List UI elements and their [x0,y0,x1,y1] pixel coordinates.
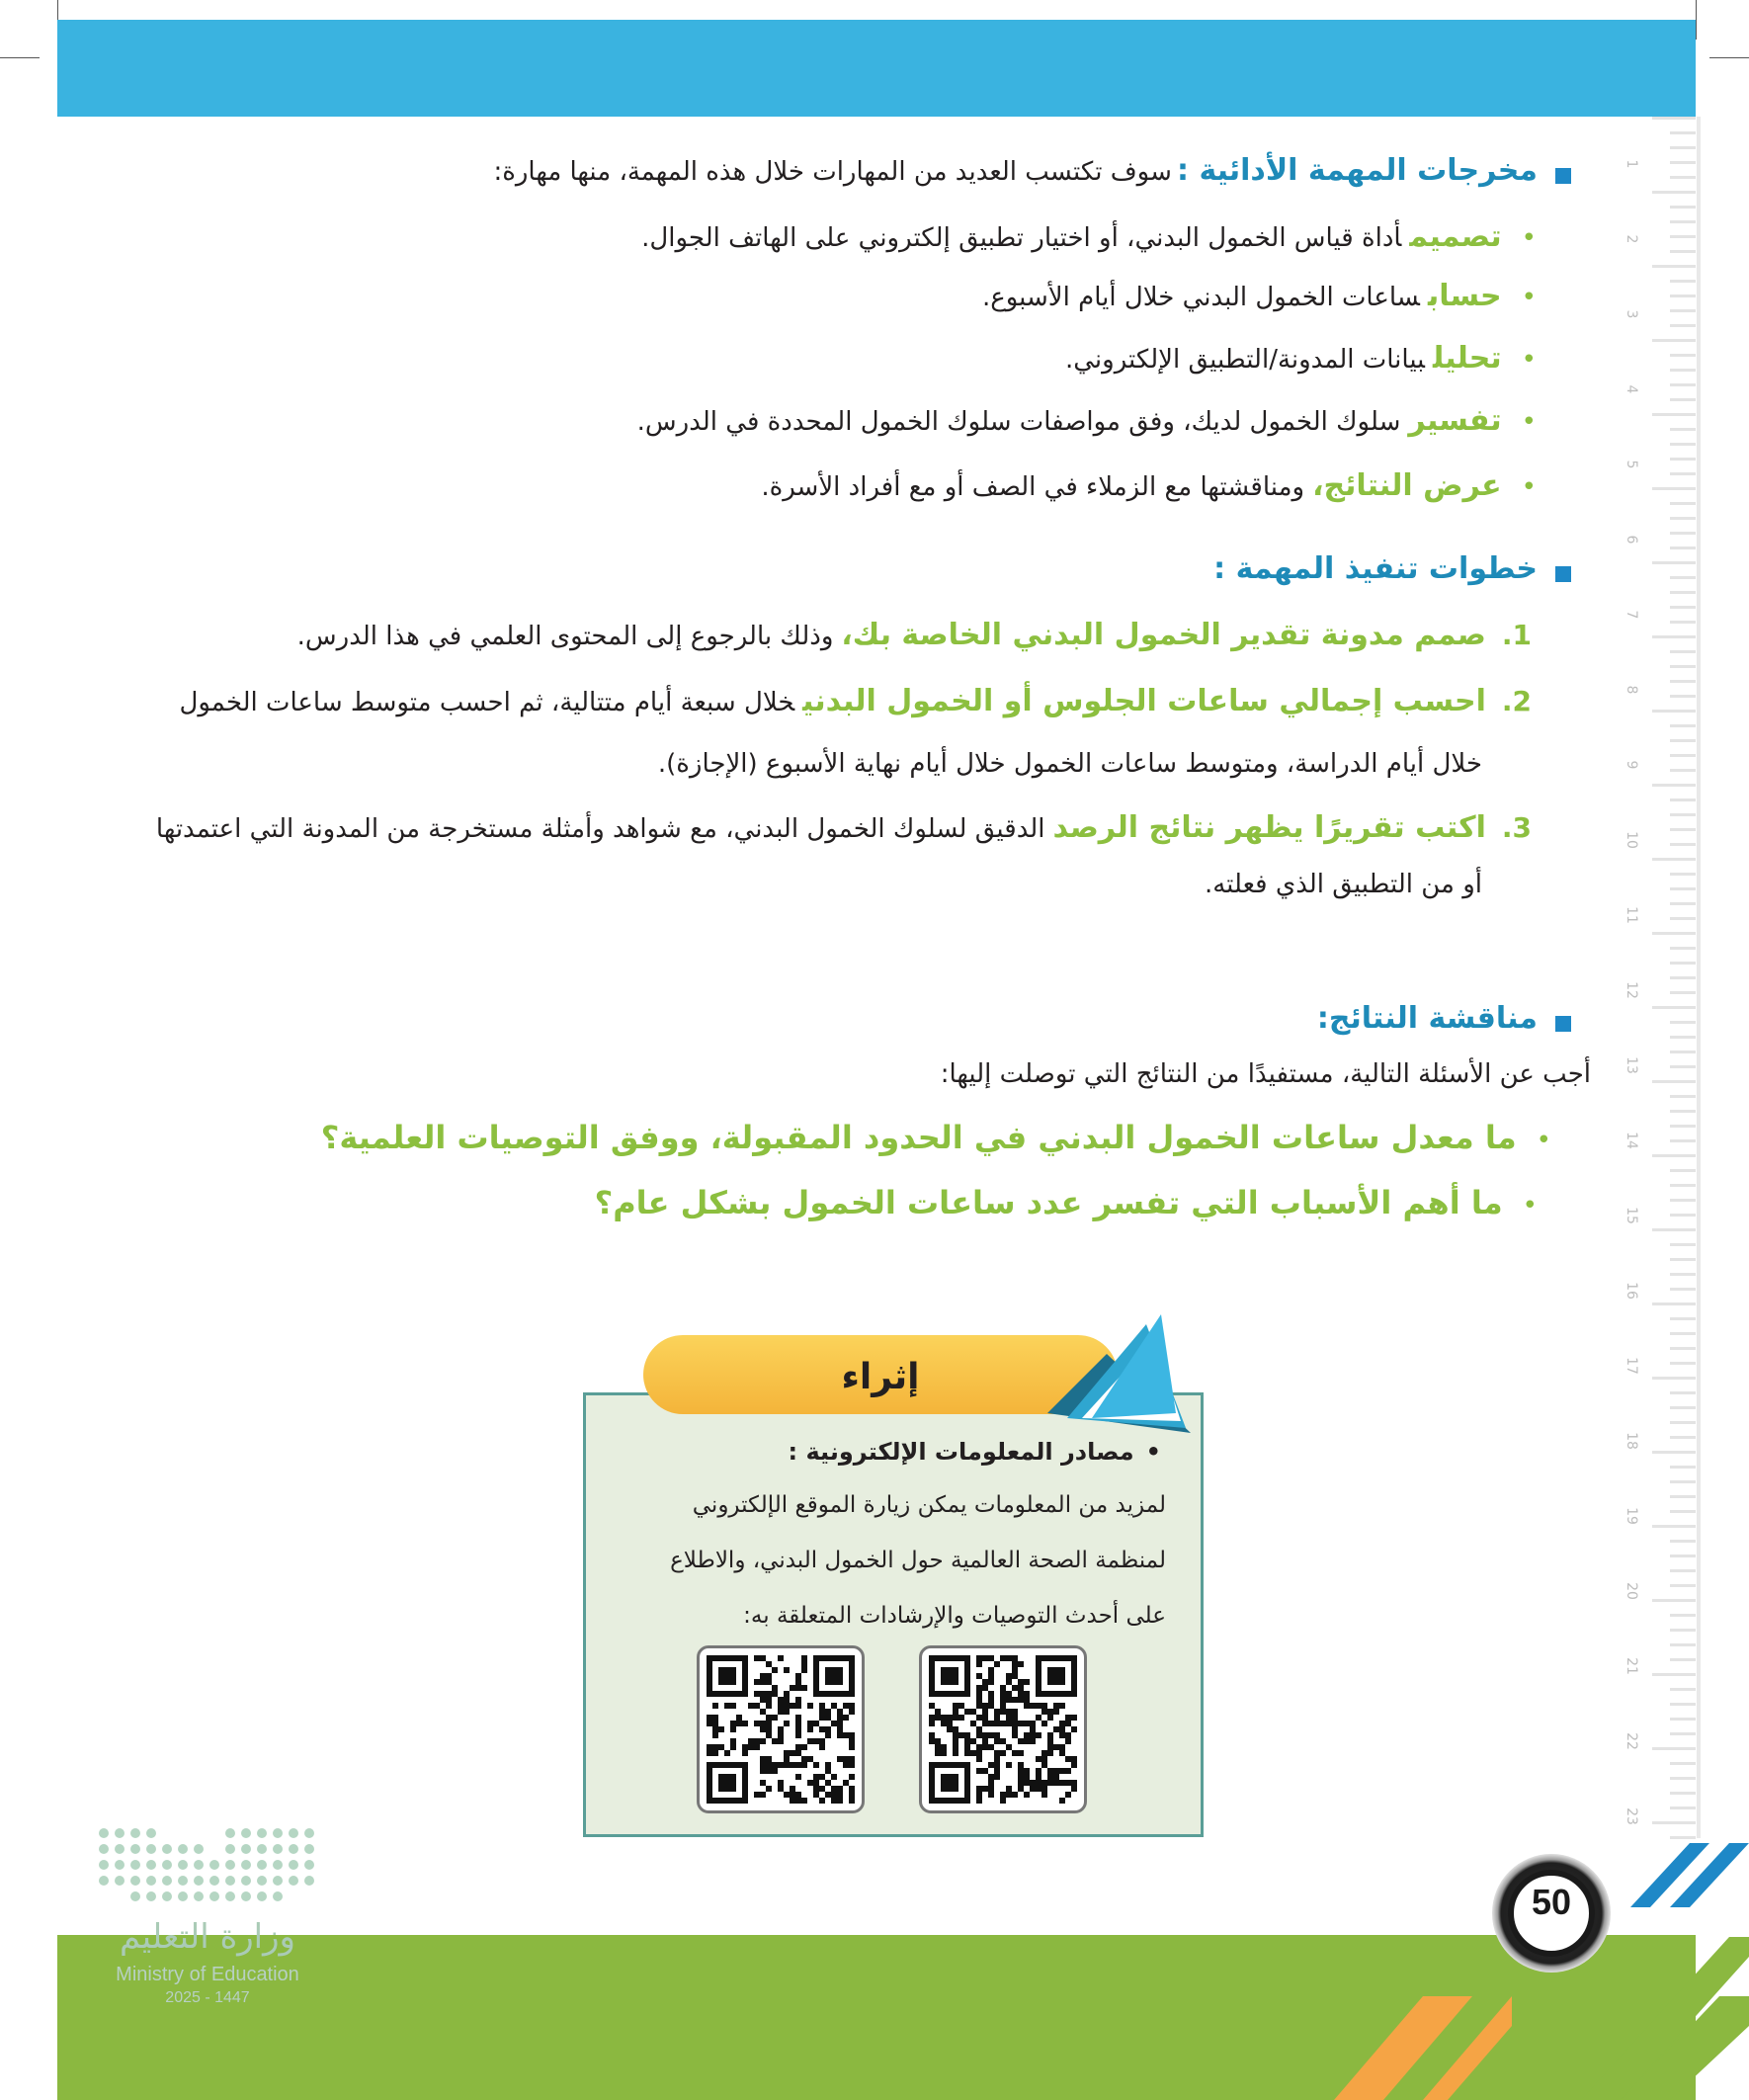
ruler-tick [1670,1243,1696,1246]
bullet-icon: • [1521,407,1537,437]
logo-english: Ministry of Education [116,1964,299,1985]
ruler-tick [1652,1673,1696,1676]
ruler-tick [1670,546,1696,549]
ruler-number: 8 [1624,685,1639,695]
ruler-tick [1670,917,1696,920]
ruler-tick [1652,932,1696,935]
ruler-number: 17 [1624,1357,1639,1375]
ruler-tick [1670,843,1696,846]
ruler-tick [1652,710,1696,713]
step-key: احسب إجمالي ساعات الجلوس أو الخمول البدني [802,684,1486,718]
enrichment-line: لمزيد من المعلومات يمكن زيارة الموقع الإلكتروني [692,1492,1166,1518]
discussion-intro: أجب عن الأسئلة التالية، مستفيدًا من النتائج التي توصلت إليها: [940,1059,1591,1089]
ruler-tick [1670,250,1696,253]
ruler-tick [1670,146,1696,149]
bullet-icon: • [1522,1191,1538,1220]
ruler-number: 23 [1624,1807,1639,1825]
ruler-tick [1670,576,1696,579]
enrichment-title: إثراء [841,1357,920,1397]
enrichment-line: لمنظمة الصحة العالمية حول الخمول البدني، والاطلاع [670,1548,1166,1573]
ruler-tick [1670,1777,1696,1780]
step-item [156,810,1532,845]
ruler-tick [1670,1762,1696,1765]
step-text: الدقيق لسلوك الخمول البدني، مع شواهد وأمثلة مستخرجة من المدونة التي اعتمدتها [155,814,1045,844]
ruler-tick [1670,1214,1696,1217]
ruler-tick [1670,1540,1696,1543]
ruler-tick [1670,1332,1696,1335]
step-text: وذلك بالرجوع إلى المحتوى العلمي في هذا الدرس. [296,622,834,651]
ruler-tick [1670,665,1696,668]
bullet-icon: • [1521,223,1537,253]
step-key: اكتب تقريرًا يظهر نتائج الرصد [1052,810,1486,845]
output-key: عرض النتائج، [1312,468,1502,503]
output-item [761,468,1537,503]
ruler-tick [1670,1258,1696,1261]
ruler-tick [1670,1688,1696,1691]
ruler-tick [1670,161,1696,164]
step-item [179,684,1532,718]
ruler-tick [1670,754,1696,757]
ruler-number: 18 [1624,1432,1639,1450]
ruler-tick [1670,606,1696,609]
step-continuation: خلال أيام الدراسة، ومتوسط ساعات الخمول خلال أيام نهاية الأسبوع (الإجازة). [657,749,1482,779]
ruler-tick [1670,472,1696,475]
ruler-tick [1670,1718,1696,1721]
ruler-tick [1652,191,1696,194]
ruler-tick [1670,280,1696,283]
ruler-tick [1670,739,1696,742]
ruler-number: 1 [1624,159,1639,169]
ruler-number: 10 [1624,831,1639,849]
ruler-tick [1670,1362,1696,1365]
ruler-tick [1670,1169,1696,1172]
ruler-tick [1670,428,1696,431]
ruler-number: 20 [1624,1582,1639,1600]
ruler-tick [1652,1006,1696,1009]
bullet-icon: • [1145,1438,1161,1466]
ruler-tick [1670,1317,1696,1320]
section-square-icon [1555,168,1571,184]
footer-orange-stripes [1314,1937,1512,2100]
ruler-tick [1670,309,1696,312]
header-bar [57,20,1696,117]
output-item [641,219,1537,254]
ruler-tick [1670,532,1696,535]
ruler-number: 13 [1624,1056,1639,1074]
ruler-tick [1670,680,1696,683]
ruler-tick [1670,1273,1696,1276]
bullet-icon: • [1521,345,1537,375]
ruler-tick [1670,1806,1696,1809]
ruler-tick [1652,413,1696,416]
step-item [297,618,1532,652]
ruler-tick [1670,991,1696,994]
ruler-tick [1670,976,1696,979]
ruler-tick [1652,1154,1696,1157]
output-key: حساب [1427,279,1502,313]
bullet-icon: • [1536,1126,1551,1155]
ruler-tick [1670,650,1696,653]
ruler-tick [1670,1095,1696,1098]
ruler-tick [1670,1466,1696,1469]
outputs-heading [493,153,1571,188]
ruler-tick [1652,1228,1696,1231]
ruler-tick [1670,1703,1696,1706]
ruler-number: 3 [1624,309,1639,319]
ruler-tick [1670,443,1696,446]
discussion-heading [1317,1001,1571,1036]
output-text: أداة قياس الخمول البدني، أو اختيار تطبيق إلكتروني على الهاتف الجوال. [641,223,1402,253]
ruler-number: 14 [1624,1132,1639,1149]
output-item [1065,341,1537,376]
ruler-tick [1670,398,1696,401]
logo-year: 2025 - 1447 [165,1989,250,2006]
ruler-tick [1670,873,1696,876]
question-text: ما أهم الأسباب التي تفسر عدد ساعات الخمول بشكل عام؟ [594,1184,1503,1221]
ruler-tick [1670,591,1696,594]
step-number: 1. [1501,619,1532,651]
section-square-icon [1555,566,1571,582]
ruler-tick [1652,784,1696,787]
ruler-tick [1652,858,1696,861]
ruler-tick [1670,962,1696,965]
ruler-tick [1652,265,1696,268]
output-text: ومناقشتها مع الزملاء في الصف أو مع أفراد الأسرة. [761,472,1305,502]
ruler-tick [1670,887,1696,890]
ruler-tick [1670,1732,1696,1735]
ruler-tick [1652,117,1696,120]
ruler-number: 11 [1624,906,1639,924]
question-item [321,1119,1551,1156]
ruler-tick [1652,1525,1696,1528]
ruler-tick [1670,458,1696,461]
bullet-icon: • [1521,283,1537,312]
ruler-tick [1652,339,1696,342]
crop-mark [0,57,40,58]
ruler-tick [1670,1436,1696,1439]
outputs-title: مخرجات المهمة الأدائية : [1177,153,1538,188]
ruler-tick [1670,1347,1696,1350]
ruler-tick [1670,1050,1696,1053]
output-item [982,279,1537,313]
enrichment-subtitle-text: مصادر المعلومات الإلكترونية : [788,1438,1134,1466]
ruler-tick [1670,695,1696,698]
logo-arabic: وزارة التعليم [120,1917,295,1957]
outputs-intro: سوف تكتسب العديد من المهارات خلال هذه المهمة، منها مهارة: [493,157,1172,187]
ruler-number: 5 [1624,460,1639,469]
ruler-number: 22 [1624,1732,1639,1750]
ruler-tick [1670,1391,1696,1394]
ruler-number: 9 [1624,760,1639,770]
steps-heading [1213,551,1571,586]
ruler-tick [1670,1643,1696,1646]
ruler-number: 6 [1624,535,1639,545]
ruler-number: 15 [1624,1207,1639,1224]
enrichment-line: على أحدث التوصيات والإرشادات المتعلقة به: [743,1603,1166,1629]
output-text: بيانات المدونة/التطبيق الإلكتروني. [1064,345,1426,375]
ruler-tick [1652,1599,1696,1602]
bullet-icon: • [1521,472,1537,502]
ruler-tick [1670,1406,1696,1409]
page-number-badge [1492,1854,1611,1973]
output-key: تفسير [1408,403,1502,438]
ruler-tick [1670,828,1696,831]
side-ruler [1592,117,1696,1838]
ruler-number: 19 [1624,1507,1639,1525]
ruler-tick [1670,1569,1696,1572]
ruler-tick [1670,517,1696,520]
ruler-tick [1670,1139,1696,1142]
ruler-tick [1670,1584,1696,1587]
ruler-tick [1670,947,1696,950]
step-number: 2. [1501,685,1532,717]
ruler-tick [1670,813,1696,816]
ruler-number: 16 [1624,1282,1639,1300]
ruler-tick [1652,1747,1696,1750]
ruler-tick [1670,1554,1696,1557]
ruler-number: 4 [1624,384,1639,394]
step-text: خلال سبعة أيام متتالية، ثم احسب متوسط ساعات الخمول [179,688,795,717]
ruler-tick [1670,1495,1696,1498]
qr-code-icon[interactable] [697,1645,865,1813]
ruler-tick [1670,1792,1696,1795]
ruler-tick [1670,383,1696,386]
ruler-tick [1652,635,1696,638]
question-text: ما معدل ساعات الخمول البدني في الحدود المقبولة، ووفق التوصيات العلمية؟ [320,1119,1517,1156]
ruler-tick [1670,206,1696,209]
crop-mark [1709,57,1749,58]
output-item [637,403,1537,438]
output-text: ساعات الخمول البدني خلال أيام الأسبوع. [981,283,1420,312]
ruler-tick [1670,131,1696,134]
crop-mark [1696,0,1697,40]
ruler-tick [1670,1658,1696,1661]
enrichment-subtitle [789,1438,1161,1466]
output-text: سلوك الخمول لديك، وفق مواصفات سلوك الخمول المحددة في الدرس. [636,407,1401,437]
ruler-tick [1670,1125,1696,1128]
ruler-tick [1670,294,1696,297]
ruler-tick [1670,1480,1696,1483]
ruler-tick [1670,902,1696,905]
ruler-tick [1670,354,1696,357]
ruler-number: 12 [1624,981,1639,999]
step-number: 3. [1501,811,1532,844]
ruler-tick [1652,1080,1696,1083]
ruler-tick [1670,1184,1696,1187]
ruler-tick [1670,1021,1696,1024]
ruler-tick [1670,1288,1696,1291]
ruler-tick [1652,1302,1696,1305]
step-continuation: أو من التطبيق الذي فعلته. [1204,870,1482,899]
ruler-tick [1670,324,1696,327]
ruler-tick [1670,235,1696,238]
ruler-tick [1652,1377,1696,1380]
ruler-tick [1670,1199,1696,1202]
page-number: 50 [1531,1882,1572,1922]
step-key: صمم مدونة تقدير الخمول البدني الخاصة بك، [841,618,1486,652]
ruler-tick [1670,1510,1696,1513]
output-key: تصميم [1409,219,1502,254]
ruler-tick [1670,1036,1696,1039]
corner-stripes [1561,1818,1749,2100]
qr-code-icon[interactable] [919,1645,1087,1813]
ruler-tick [1652,487,1696,490]
ruler-tick [1670,220,1696,223]
ruler-tick [1652,561,1696,564]
ruler-tick [1670,1110,1696,1113]
ruler-tick [1670,1629,1696,1632]
ministry-logo [94,1823,321,2011]
ruler-tick [1652,1451,1696,1454]
ruler-tick [1670,769,1696,772]
output-key: تحليل [1433,341,1502,376]
book-icon [1038,1295,1196,1433]
ruler-tick [1670,502,1696,505]
ruler-number: 2 [1624,234,1639,244]
question-item [595,1184,1538,1221]
discussion-title: مناقشة النتائج: [1316,1001,1538,1036]
ruler-tick [1670,369,1696,372]
ruler-number: 7 [1624,610,1639,620]
ruler-tick [1670,724,1696,727]
ruler-tick [1670,1065,1696,1068]
ruler-tick [1670,798,1696,801]
ruler-tick [1670,1614,1696,1617]
section-square-icon [1555,1016,1571,1032]
ruler-number: 21 [1624,1657,1639,1675]
ruler-tick [1670,1421,1696,1424]
ruler-tick [1670,621,1696,624]
ruler-tick [1670,176,1696,179]
logo-dots-icon [94,1823,321,1912]
steps-title: خطوات تنفيذ المهمة : [1213,551,1538,586]
